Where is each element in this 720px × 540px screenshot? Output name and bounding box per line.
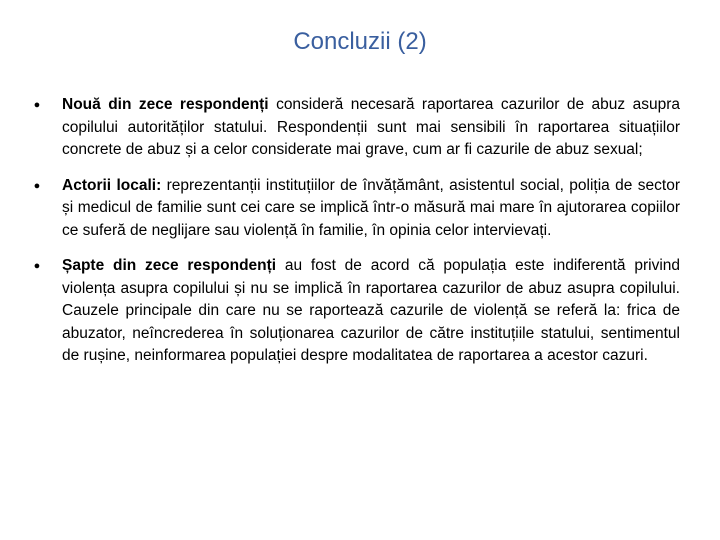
bullet-2-bold: Actorii locali: [62,176,162,194]
bullet-dot-icon: ● [33,179,41,192]
bullet-2-text: reprezentanții instituțiilor de învățământ, asistentul social, poliția de sector și medicul de familie sunt cei care se implică într-o măsură mai mare în ajutorarea copiilor ce suferă de neglijare sau violență în familie, în opinia celor intervievați. [62,176,680,239]
bullet-3-text: au fost de acord că populația este indiferentă privind violența asupra copilului și nu se implică în raportarea cazurilor de abuz asupra copilului. Cauzele principale din care nu se raportează cazurile de violență se referă la: frica de abuzator, neîncrederea în soluționarea cazurilor de către instituțiile statului, sentimentul de rușine, neinformarea populației despre modalitatea de raportarea a acestor cazuri. [62,257,680,364]
bullet-dot-icon: ● [33,260,41,272]
bullet-item-1 [28,94,680,162]
bullet-3-bold: Șapte din zece respondenți [62,257,277,274]
slide-title: Concluzii (2) [293,28,427,55]
bullet-item-2 [28,175,680,243]
bullet-item-3 [28,255,680,368]
bullet-list [28,94,680,381]
bullet-1-bold: Nouă din zece respondenți [62,96,269,113]
bullet-1-text: consideră necesară raportarea cazurilor de abuz asupra copilului autorităților statului. Respondenții sunt mai sensibili în raportarea situațiilor concrete de abuz și a celor considerate mai grave, cum ar fi cazurile de abuz sexual; [62,96,680,158]
bullet-dot-icon: ● [33,99,41,111]
